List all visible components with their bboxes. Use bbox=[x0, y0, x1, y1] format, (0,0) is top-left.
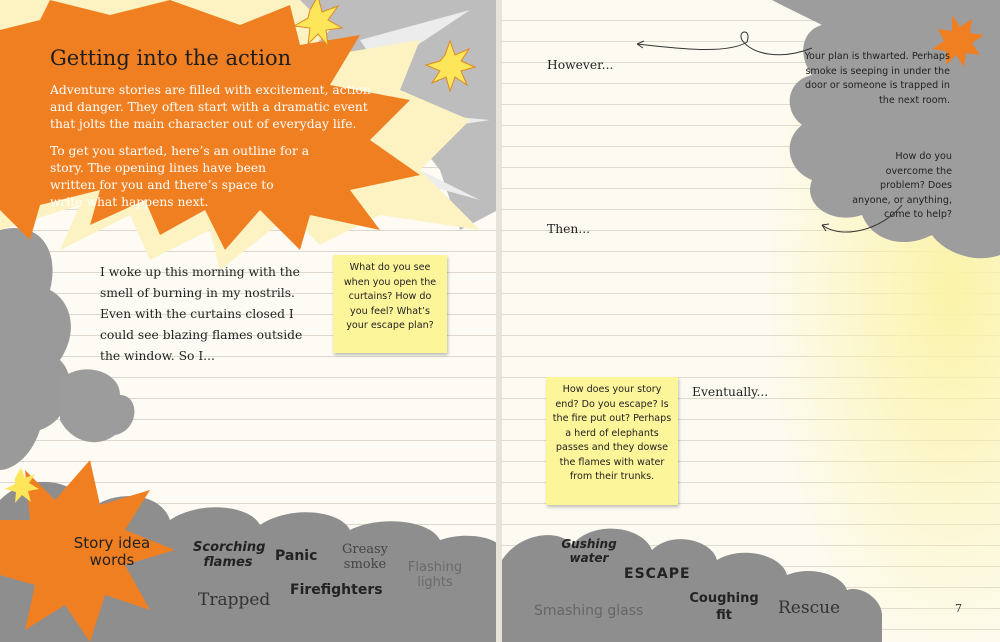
word-scorching-flames: Scorching flames bbox=[193, 540, 266, 570]
word-smashing-glass: Smashing glass bbox=[534, 603, 644, 619]
left-page bbox=[0, 0, 498, 642]
word-greasy-smoke: Greasy smoke bbox=[341, 542, 389, 572]
word-trapped: Trapped bbox=[198, 590, 271, 610]
right-page bbox=[502, 0, 1000, 642]
word-rescue: Rescue bbox=[778, 598, 841, 618]
word-coughing-fit: Coughing fit bbox=[689, 591, 759, 623]
intro-text bbox=[50, 82, 380, 221]
story-opening: I woke up this morning with the smell of burning in my nostrils. Even with the curtains closed I could see blazing flames outside the window. So I... bbox=[100, 265, 303, 363]
word-panic: Panic bbox=[275, 548, 318, 564]
hint-overcome: How do you overcome the problem? Does anyone, or anything, come to help? bbox=[852, 151, 952, 220]
prompt-however: However... bbox=[547, 58, 614, 72]
intro-paragraph-2: To get you started, here’s an outline for a story. The opening lines have been written for you and there’s space to write what happens next. bbox=[50, 144, 310, 209]
word-flashing-lights: Flashing lights bbox=[407, 560, 463, 590]
word-gushing-water: Gushing water bbox=[561, 537, 617, 565]
sticky-note-escape: What do you see when you open the curtains? How do you feel? What’s your escape plan? bbox=[333, 255, 447, 353]
word-escape: ESCAPE bbox=[624, 566, 691, 582]
story-idea-label: Story idea words bbox=[73, 534, 151, 569]
prompt-eventually: Eventually... bbox=[692, 385, 769, 399]
intro-paragraph-1: Adventure stories are filled with excitement, action and danger. They often start with a dramatic event that jolts the main character out of everyday life. bbox=[50, 83, 371, 131]
page-number: 7 bbox=[955, 602, 962, 615]
page-title: Getting into the action bbox=[50, 46, 292, 70]
prompt-then: Then... bbox=[547, 222, 591, 236]
sticky-note-ending: How does your story end? Do you escape? Is the fire put out? Perhaps a herd of elephants passes and they dowse the flames with water from their trunks. bbox=[546, 377, 678, 505]
word-firefighters: Firefighters bbox=[290, 582, 383, 598]
hint-thwarted: Your plan is thwarted. Perhaps smoke is seeping in under the door or someone is trapped in the next room. bbox=[804, 51, 950, 106]
